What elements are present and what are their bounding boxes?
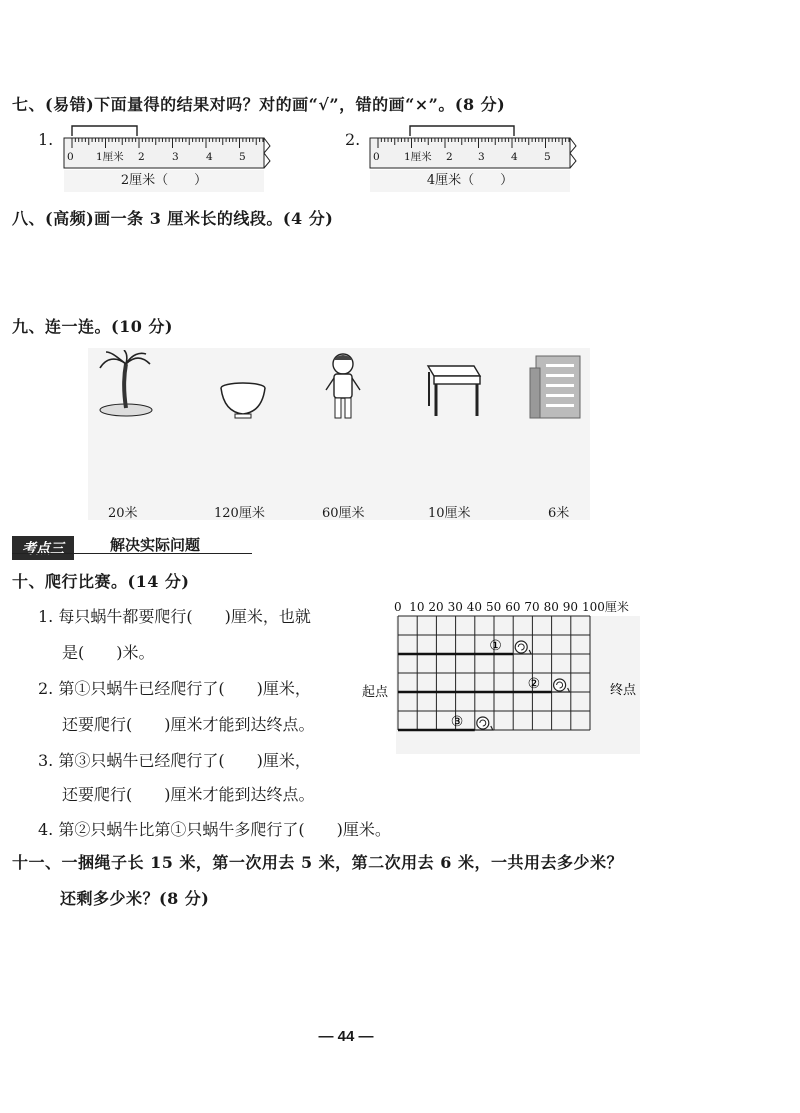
q10-line-5: 3. 第③只蜗牛已经爬行了( )厘米， — [38, 751, 311, 770]
ruler1-tick-2: 2 — [138, 151, 145, 163]
q7-answer-2: 4厘米（ ） — [370, 170, 570, 192]
child-image[interactable] — [322, 350, 364, 422]
q10-line-1: 1. 每只蜗牛都要爬行( )厘米，也就 — [38, 607, 311, 626]
ruler1-tick-3: 3 — [172, 151, 179, 163]
grid-scale-label: 60 — [505, 600, 521, 614]
ruler1-tick-1: 1厘米 — [96, 151, 124, 163]
ruler-2 — [368, 122, 588, 172]
q8-header: 八、(高频)画一条 3 厘米长的线段。(4 分) — [12, 209, 334, 228]
start-label: 起点 — [362, 685, 389, 700]
q10-line-3: 2. 第①只蜗牛已经爬行了( )厘米， — [38, 679, 311, 698]
q10-line-2: 是( )米。 — [62, 643, 155, 662]
grid-scale-label: 50 — [486, 600, 502, 614]
grid-scale-label: 20 — [428, 600, 444, 614]
q10-line-7: 4. 第②只蜗牛比第①只蜗牛多爬行了( )厘米。 — [38, 820, 391, 839]
q7-item2-number: 2. — [345, 130, 361, 149]
ruler1-tick-4: 4 — [206, 151, 213, 163]
ruler1-tick-5: 5 — [239, 151, 246, 163]
q9-header: 九、连一连。(10 分) — [12, 317, 173, 336]
q10-header: 十、爬行比赛。(14 分) — [12, 572, 190, 591]
snail-marker: ② — [527, 676, 541, 692]
measured-segment-2 — [410, 126, 514, 136]
grid-scale-label: 30 — [447, 600, 463, 614]
label-6m[interactable]: 6米 — [548, 506, 570, 521]
race-grid — [358, 598, 642, 756]
ruler1-tick-0: 0 — [67, 151, 74, 163]
ruler2-tick-1: 1厘米 — [404, 151, 432, 163]
snail-marker: ③ — [450, 714, 464, 730]
ruler2-tick-2: 2 — [446, 151, 453, 163]
measured-segment-1 — [72, 126, 137, 136]
q7-answer-1: 2厘米（ ） — [64, 170, 264, 192]
label-10cm[interactable]: 10厘米 — [428, 506, 471, 521]
section-title: 解决实际问题 — [110, 536, 201, 554]
q7-header: 七、(易错)下面量得的结果对吗？对的画“√”，错的画“×”。(8 分) — [12, 95, 506, 114]
label-120cm[interactable]: 120厘米 — [214, 506, 265, 521]
desk-image[interactable] — [420, 362, 482, 420]
label-60cm[interactable]: 60厘米 — [322, 506, 365, 521]
ruler-1 — [62, 122, 282, 172]
q11-answer-area[interactable] — [60, 916, 740, 1016]
snail-marker: ① — [489, 638, 502, 654]
grid-scale-label: 70 — [524, 600, 540, 614]
ruler2-tick-0: 0 — [373, 151, 380, 163]
q10-line-6: 还要爬行( )厘米才能到达终点。 — [62, 785, 315, 804]
section-underline — [12, 553, 252, 554]
palm-tree-image[interactable] — [96, 350, 156, 420]
section-tag: 考点三 — [12, 536, 74, 560]
bowl-image[interactable] — [218, 378, 268, 422]
q10-line-4: 还要爬行( )厘米才能到达终点。 — [62, 715, 315, 734]
ruler2-tick-3: 3 — [478, 151, 485, 163]
label-20m[interactable]: 20米 — [108, 506, 138, 521]
grid-scale-label: 90 — [562, 600, 579, 614]
ruler2-tick-5: 5 — [544, 151, 551, 163]
building-image[interactable] — [528, 352, 584, 420]
grid-scale-label: 0 — [394, 600, 402, 614]
q11-line-1: 十一、一捆绳子长 15 米，第一次用去 5 米，第二次用去 6 米，一共用去多少米？ — [12, 853, 623, 872]
grid-scale-label: 80 — [543, 600, 559, 614]
end-label: 终点 — [610, 683, 637, 698]
q8-drawing-area[interactable] — [40, 238, 740, 298]
q11-line-2: 还剩多少米？(8 分) — [60, 889, 210, 908]
grid-scale-label: 40 — [466, 600, 483, 614]
grid-scale-label: 10 — [409, 600, 425, 614]
q7-item1-number: 1. — [38, 130, 54, 149]
ruler2-tick-4: 4 — [511, 151, 518, 163]
page-number: — 44 — — [318, 1028, 374, 1045]
grid-scale-label: 100厘米 — [582, 600, 629, 614]
